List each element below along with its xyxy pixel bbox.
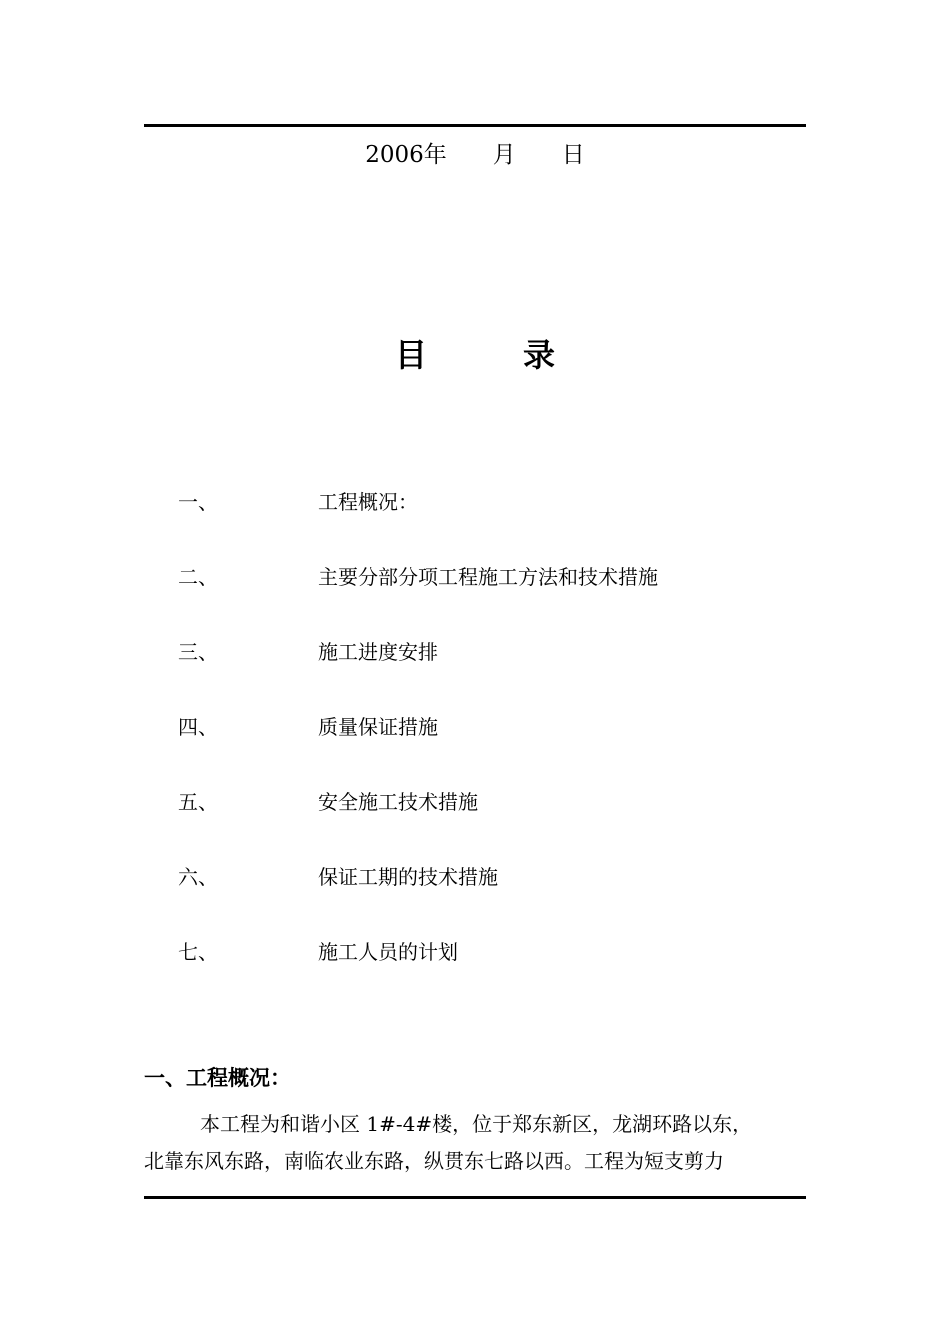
toc-item[interactable]: [178, 486, 778, 561]
top-rule: [144, 124, 806, 127]
toc-item[interactable]: [178, 936, 778, 1011]
toc-item-text: 施工人员的计划: [318, 940, 458, 964]
table-of-contents: [178, 486, 778, 1011]
toc-item[interactable]: [178, 861, 778, 936]
toc-item-text: 工程概况：: [318, 490, 418, 514]
toc-item-text: 质量保证措施: [318, 715, 438, 739]
toc-item[interactable]: [178, 636, 778, 711]
toc-item[interactable]: [178, 561, 778, 636]
toc-item-text: 施工进度安排: [318, 640, 438, 664]
toc-item[interactable]: [178, 786, 778, 861]
toc-item[interactable]: [178, 711, 778, 786]
toc-item-number: 三、: [178, 640, 218, 664]
paragraph-line: 本工程为和谐小区 1#-4#楼，位于郑东新区，龙湖环路以东，: [200, 1112, 753, 1136]
toc-item-number: 二、: [178, 565, 218, 589]
toc-item-text: 安全施工技术措施: [318, 790, 478, 814]
date-line: 2006年 月 日: [365, 142, 585, 168]
bottom-rule: [144, 1196, 806, 1199]
paragraph-line: 北靠东风东路，南临农业东路，纵贯东七路以西。工程为短支剪力: [144, 1149, 724, 1173]
body-paragraph: [144, 1106, 806, 1180]
toc-item-text: 主要分部分项工程施工方法和技术措施: [318, 565, 658, 589]
toc-item-number: 四、: [178, 715, 218, 739]
toc-item-number: 七、: [178, 940, 218, 964]
section-heading: 一、工程概况：: [144, 1066, 291, 1090]
toc-item-text: 保证工期的技术措施: [318, 865, 498, 889]
toc-item-number: 一、: [178, 490, 218, 514]
toc-item-number: 六、: [178, 865, 218, 889]
toc-title: 目 录: [394, 336, 555, 374]
toc-item-number: 五、: [178, 790, 218, 814]
